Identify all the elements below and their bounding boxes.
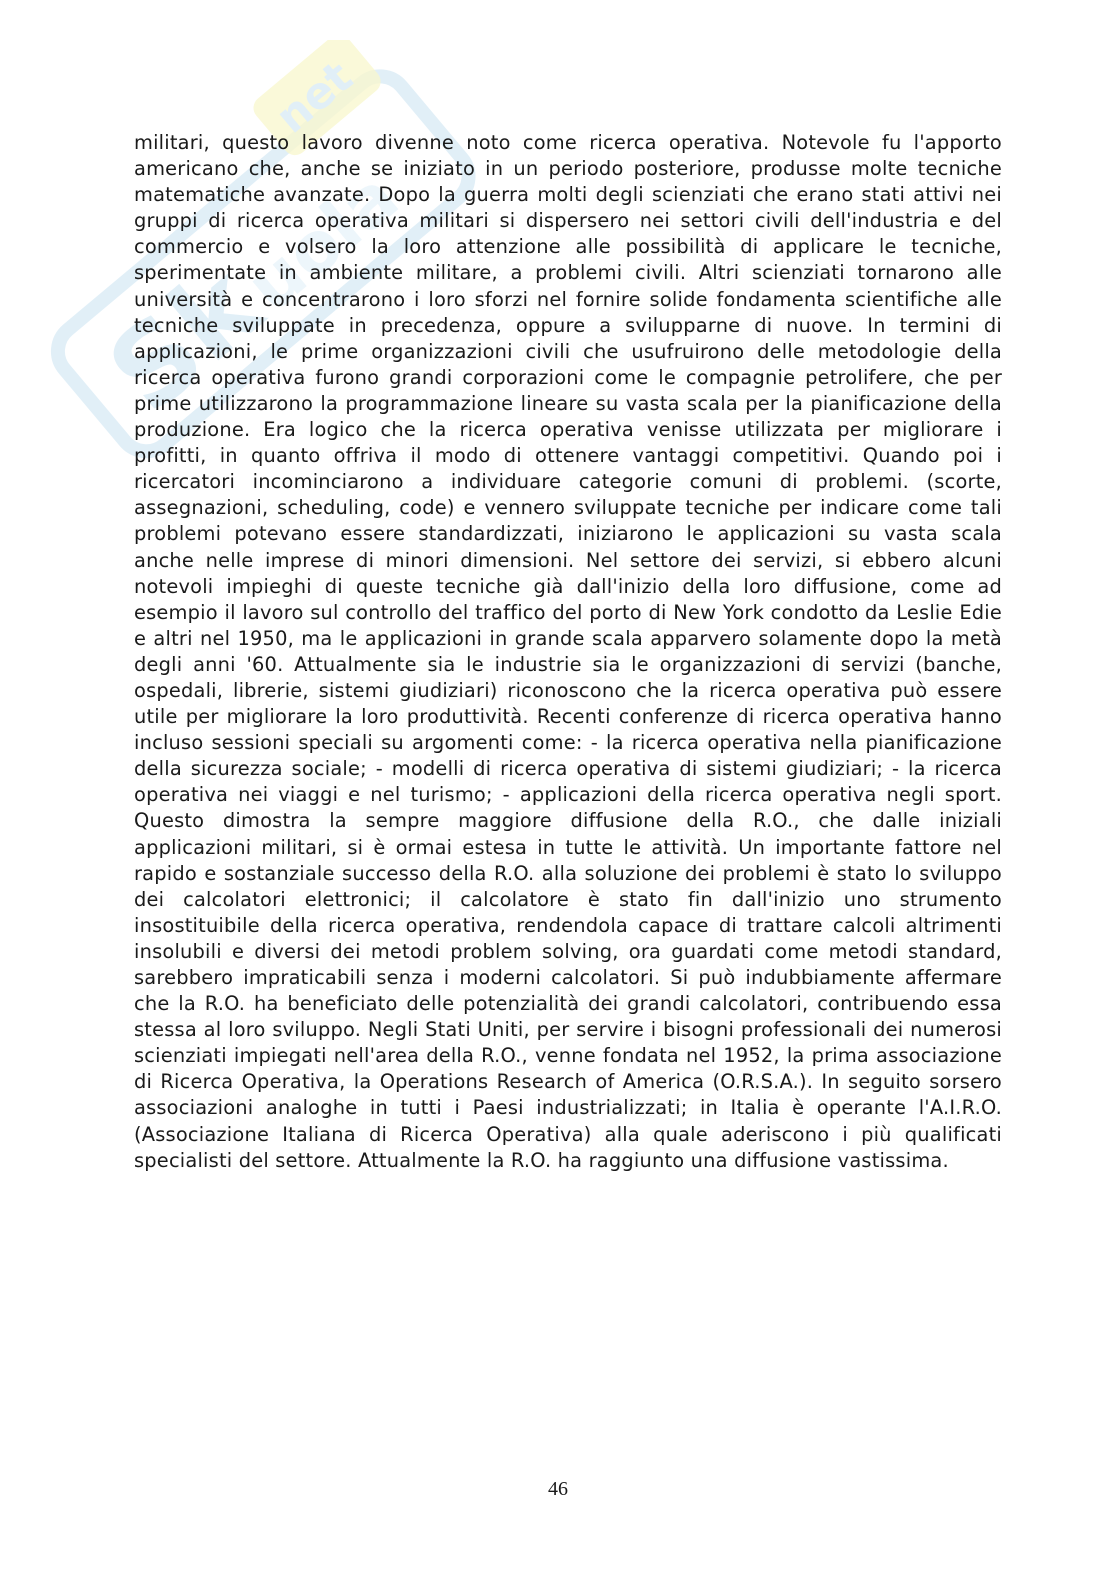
body-paragraph: militari, questo lavoro divenne noto come ricerca operativa. Notevole fu l'apporto americano che, anche se iniziato in un periodo posteriore, produsse molte tecniche matematiche avanzate. Dopo la guerra molti degli scienziati che erano stati attivi nei gruppi di ricerca operativa militari si dispersero nei settori civili dell'industria e del commercio e volsero la loro attenzione alle possibilità di applicare le tecniche, sperimentate in ambiente militare, a problemi civili. Altri scienziati tornarono alle università e concentrarono i loro sforzi nel fornire solide fondamenta scientifiche alle tecniche sviluppate in precedenza, oppure a svilupparne di nuove. In termini di applicazioni, le prime organizzazioni civili che usufruirono delle metodologie della ricerca operativa furono grandi corporazioni come le compagnie petrolifere, che per prime utilizzarono la programmazione lineare su vasta scala per la pianificazione della produzione. Era logico che la ricerca operativa venisse utilizzata per migliorare i profitti, in quanto offriva il modo di ottenere vantaggi competitivi. Quando poi i ricercatori incominciarono a individuare categorie comuni di problemi. (scorte, assegnazioni, scheduling, code) e vennero sviluppate tecniche per indicare come tali problemi potevano essere standardizzati, iniziarono le applicazioni su vasta scala anche nelle imprese di minori dimensioni. Nel settore dei servizi, si ebbero alcuni notevoli impieghi di queste tecniche già dall'inizio della loro diffusione, come ad esempio il lavoro sul controllo del traffico del porto di New York condotto da Leslie Edie e altri nel 1950, ma le applicazioni in grande scala apparvero solamente dopo la metà degli anni '60. Attualmente sia le industrie sia le organizzazioni di servizi (banche, ospedali, librerie, sistemi giudiziari) riconoscono che la ricerca operativa può essere utile per migliorare la loro produttività. Recenti conferenze di ricerca operativa hanno incluso sessioni speciali su argomenti come: - la ricerca operativa nella pianificazione della sicurezza sociale; - modelli di ricerca operativa di sistemi giudiziari; - la ricerca operativa nei viaggi e nel turismo; - applicazioni della ricerca operativa negli sport. Questo dimostra la sempre maggiore diffusione della R.O., che dalle iniziali applicazioni militari, si è ormai estesa in tutte le attività. Un importante fattore nel rapido e sostanziale successo della R.O. alla soluzione dei problemi è stato lo sviluppo dei calcolatori elettronici; il calcolatore è stato fin dall'inizio uno strumento insostituibile della ricerca operativa, rendendola capace di trattare calcoli altrimenti insolubili e diversi dei metodi problem solving, ora guardati come metodi standard, sarebbero impraticabili senza i moderni calcolatori. Si può indubbiamente affermare che la R.O. ha beneficiato delle potenzialità dei grandi calcolatori, contribuendo essa stessa al loro sviluppo. Negli Stati Uniti, per servire i bisogni professionali dei numerosi scienziati impiegati nell'area della R.O., venne fondata nel 1952, la prima associazione di Ricerca Operativa, la Operations Research of America (O.R.S.A.). In seguito sorsero associazioni analoghe in tutti i Paesi industrializzati; in Italia è operante l'A.I.R.O. (Associazione Italiana di Ricerca Operativa) alla quale aderiscono i più qualificati specialisti del settore. Attualmente la R.O. ha raggiunto una diffusione vastissima. [134,131,1002,1172]
svg-text:uola: uola [231,155,414,328]
page-number: 46 [548,1478,568,1500]
svg-text:net: net [266,51,363,144]
svg-text:Sk: Sk [84,241,284,438]
document-body [134,130,1002,1174]
